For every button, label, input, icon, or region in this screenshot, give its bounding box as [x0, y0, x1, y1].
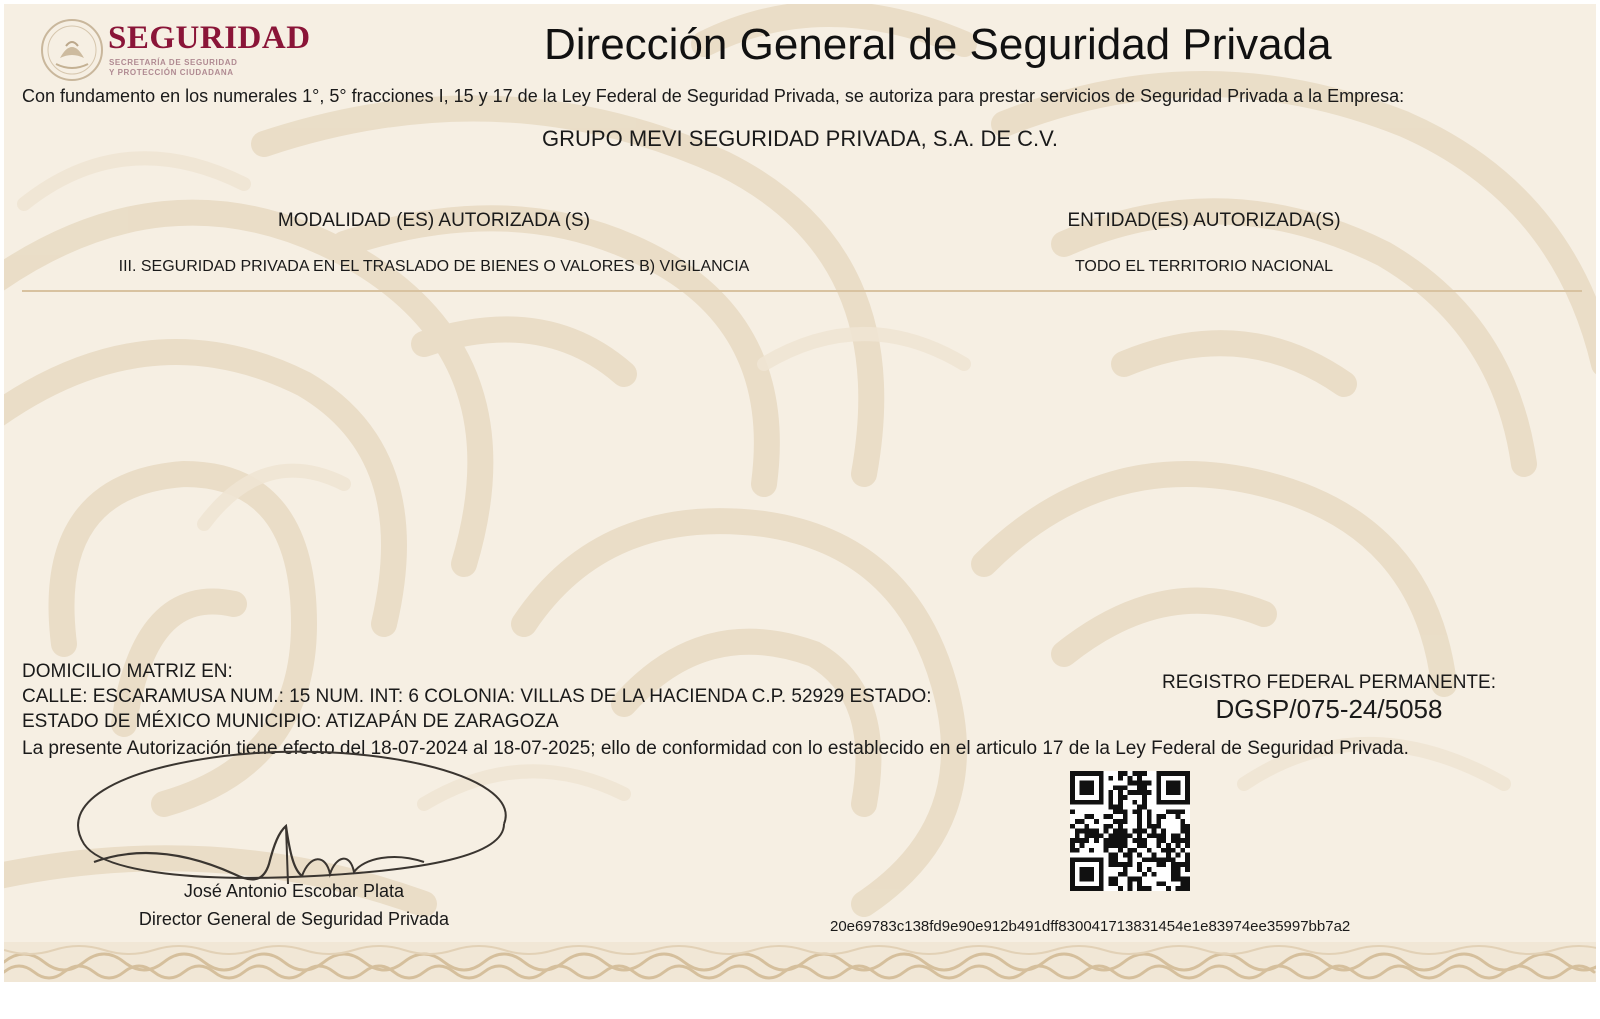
section-divider [22, 290, 1582, 292]
certificate-document [4, 4, 1596, 956]
entidades-heading: ENTIDAD(ES) AUTORIZADA(S) [1067, 210, 1341, 231]
validity-text: La presente Autorización tiene efecto del 18-07-2024 al 18-07-2025; ello de conformidad con lo establecido en el articulo 17 de la Ley Federal de Seguridad Privada. [22, 738, 1409, 759]
intro-text: Con fundamento en los numerales 1°, 5° fracciones I, 15 y 17 de la Ley Federal de Seguridad Privada, se autoriza para prestar servicios de Seguridad Privada a la Empresa: [22, 86, 1405, 106]
qr-code[interactable] [1070, 771, 1190, 891]
domicilio-line2: ESTADO DE MÉXICO MUNICIPIO: ATIZAPÁN DE ZARAGOZA [22, 711, 559, 732]
modalidades-value: III. SEGURIDAD PRIVADA EN EL TRASLADO DE BIENES O VALORES B) VIGILANCIA [118, 258, 750, 275]
registro-value: DGSP/075-24/5058 [1215, 694, 1443, 724]
logo-wordmark: SEGURIDAD [108, 20, 311, 56]
page-title: Dirección General de Seguridad Privada [544, 20, 1332, 69]
company-name: GRUPO MEVI SEGURIDAD PRIVADA, S.A. DE C.V. [542, 126, 1058, 151]
verification-hash: 20e69783c138fd9e90e912b491dff830041713831454e1e83974ee35997bb7a2 [830, 918, 1351, 935]
seguridad-logo [40, 14, 370, 84]
modalidades-heading: MODALIDAD (ES) AUTORIZADA (S) [277, 210, 591, 231]
signatory-name: José Antonio Escobar Plata [183, 881, 405, 901]
signature-drawing [64, 744, 524, 894]
domicilio-label: DOMICILIO MATRIZ EN: [22, 661, 233, 682]
logo-subtitle-line2: Y PROTECCIÓN CIUDADANA [109, 68, 234, 77]
registro-label: REGISTRO FEDERAL PERMANENTE: [1162, 672, 1496, 693]
signatory-role: Director General de Seguridad Privada [138, 909, 450, 929]
domicilio-line1: CALLE: ESCARAMUSA NUM.: 15 NUM. INT: 6 COLONIA: VILLAS DE LA HACIENDA C.P. 52929 ESTADO: [22, 686, 932, 707]
national-seal-icon [40, 18, 104, 82]
logo-subtitle-line1: SECRETARÍA DE SEGURIDAD [109, 58, 238, 67]
decorative-bottom-band [4, 942, 1596, 982]
entidades-value: TODO EL TERRITORIO NACIONAL [1074, 258, 1334, 275]
